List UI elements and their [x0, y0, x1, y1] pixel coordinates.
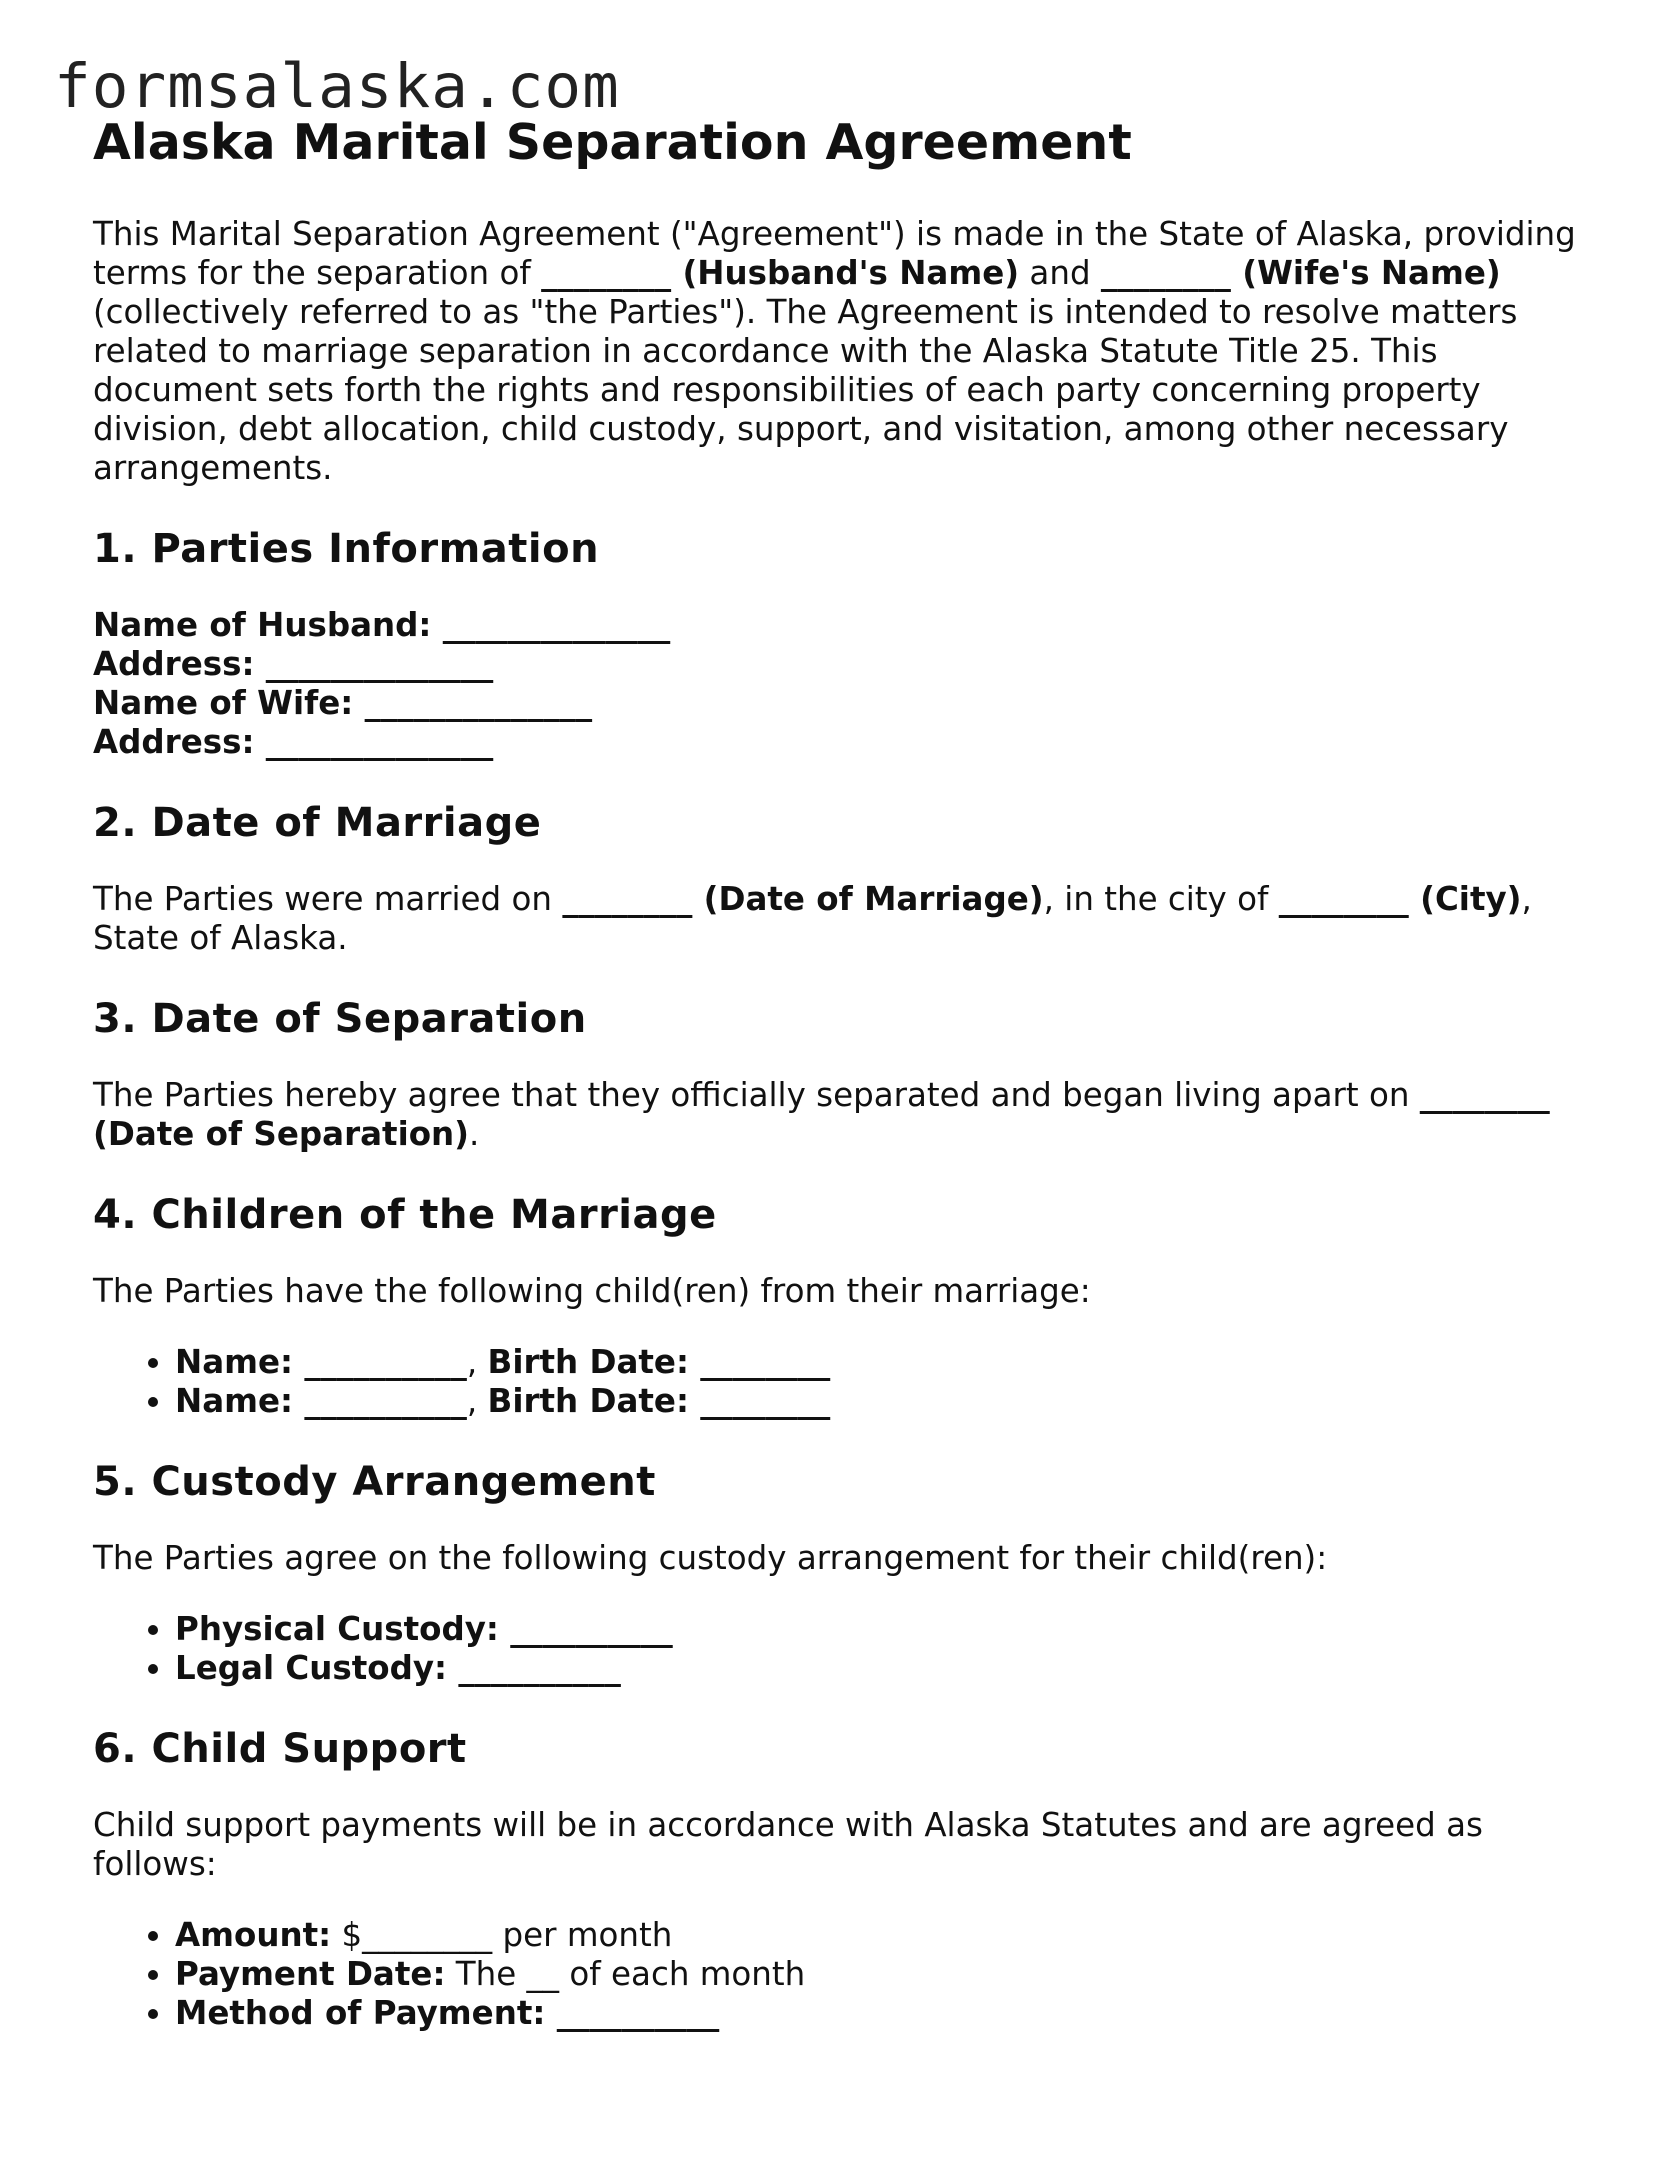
husband-name-field-label: Name of Husband:: [93, 606, 432, 644]
support-amount-value: $________ per month: [331, 1916, 673, 1954]
legal-custody-blank: __________: [447, 1649, 621, 1687]
section-heading-custody: 5. Custody Arrangement: [93, 1459, 656, 1505]
marriage-date-blank: ________: [562, 880, 693, 918]
children-intro: The Parties have the following child(ren) from their marriage:: [93, 1272, 1091, 1310]
child-separator: ,: [466, 1382, 488, 1420]
legal-custody-label: Legal Custody:: [175, 1649, 448, 1687]
child-name-label: Name:: [175, 1382, 294, 1420]
custody-legal-item: [175, 1649, 1593, 1688]
husband-name-blank: ________: [541, 254, 672, 292]
children-list: [93, 1343, 1593, 1421]
wife-name-field-label: Name of Wife:: [93, 684, 354, 722]
child-birth-label: Birth Date:: [487, 1382, 689, 1420]
support-method-item: [175, 1994, 1593, 2033]
child-name-blank: __________: [293, 1343, 467, 1381]
child-birth-blank: ________: [688, 1343, 831, 1381]
section-heading-parties: 1. Parties Information: [93, 526, 600, 572]
support-list: [93, 1916, 1593, 2033]
wife-address-field-label: Address:: [93, 723, 255, 761]
support-date-item: [175, 1955, 1593, 1994]
document-page: [93, 112, 1593, 2033]
husband-name-field: [93, 606, 1593, 645]
wife-name-field-blank: ______________: [353, 684, 593, 722]
intro-text-1: This Marital Separation Agreement ("Agreement") is made in the State of Alaska, providing terms for the separation of: [93, 215, 1576, 292]
wife-name-field: [93, 684, 1593, 723]
separation-paragraph: [93, 1076, 1593, 1154]
child-separator: ,: [466, 1343, 488, 1381]
support-method-blank: __________: [545, 1994, 720, 2032]
wife-address-field: [93, 723, 1593, 762]
child-name-blank: __________: [293, 1382, 467, 1420]
physical-custody-blank: __________: [498, 1610, 673, 1648]
section-heading-children: 4. Children of the Marriage: [93, 1192, 717, 1238]
marriage-city-label: (City): [1408, 880, 1522, 918]
support-intro: Child support payments will be in accordance with Alaska Statutes and are agreed as follows:: [93, 1806, 1483, 1883]
child-list-item: [175, 1382, 1593, 1421]
separation-text-2: .: [469, 1115, 480, 1153]
support-amount-item: [175, 1916, 1593, 1955]
marriage-text-3: , State of Alaska.: [93, 880, 1532, 957]
wife-address-field-blank: ______________: [254, 723, 494, 761]
physical-custody-label: Physical Custody:: [175, 1610, 499, 1648]
separation-date-blank: ________: [1419, 1076, 1550, 1114]
husband-name-label: (Husband's Name): [671, 254, 1020, 292]
separation-date-label: (Date of Separation): [93, 1115, 470, 1153]
section-heading-separation: 3. Date of Separation: [93, 996, 587, 1042]
custody-list: [93, 1610, 1593, 1688]
husband-address-field: [93, 645, 1593, 684]
marriage-city-blank: ________: [1278, 880, 1409, 918]
husband-address-field-label: Address:: [93, 645, 255, 683]
parties-fields: [93, 606, 1593, 762]
support-method-label: Method of Payment:: [175, 1994, 546, 2032]
separation-text-1: The Parties hereby agree that they officially separated and began living apart on: [93, 1076, 1420, 1114]
husband-name-field-blank: ______________: [431, 606, 671, 644]
site-watermark: formsalaska.com: [54, 51, 620, 122]
document-title: Alaska Marital Separation Agreement: [93, 114, 1132, 171]
support-date-label: Payment Date:: [175, 1955, 446, 1993]
section-heading-support: 6. Child Support: [93, 1726, 467, 1772]
section-heading-marriage: 2. Date of Marriage: [93, 800, 542, 846]
marriage-date-label: (Date of Marriage): [692, 880, 1044, 918]
wife-name-blank: ________: [1100, 254, 1231, 292]
support-date-value: The __ of each month: [445, 1955, 806, 1993]
intro-paragraph: [93, 215, 1593, 488]
child-birth-label: Birth Date:: [487, 1343, 689, 1381]
marriage-text-1: The Parties were married on: [93, 880, 563, 918]
marriage-text-2: , in the city of: [1043, 880, 1279, 918]
wife-name-label: (Wife's Name): [1230, 254, 1501, 292]
child-birth-blank: ________: [688, 1382, 831, 1420]
intro-and: and: [1019, 254, 1101, 292]
custody-physical-item: [175, 1610, 1593, 1649]
husband-address-field-blank: ______________: [254, 645, 494, 683]
child-name-label: Name:: [175, 1343, 294, 1381]
marriage-paragraph: [93, 880, 1593, 958]
support-amount-label: Amount:: [175, 1916, 332, 1954]
custody-intro: The Parties agree on the following custody arrangement for their child(ren):: [93, 1539, 1328, 1577]
intro-text-2: (collectively referred to as "the Parties"). The Agreement is intended to resolve matters related to marriage separation in accordance with the Alaska Statute Title 25. This document sets forth the rights and responsibilities of each party concerning property division, debt allocation, child custody, support, and visitation, among other necessary arrangements.: [93, 293, 1518, 487]
child-list-item: [175, 1343, 1593, 1382]
